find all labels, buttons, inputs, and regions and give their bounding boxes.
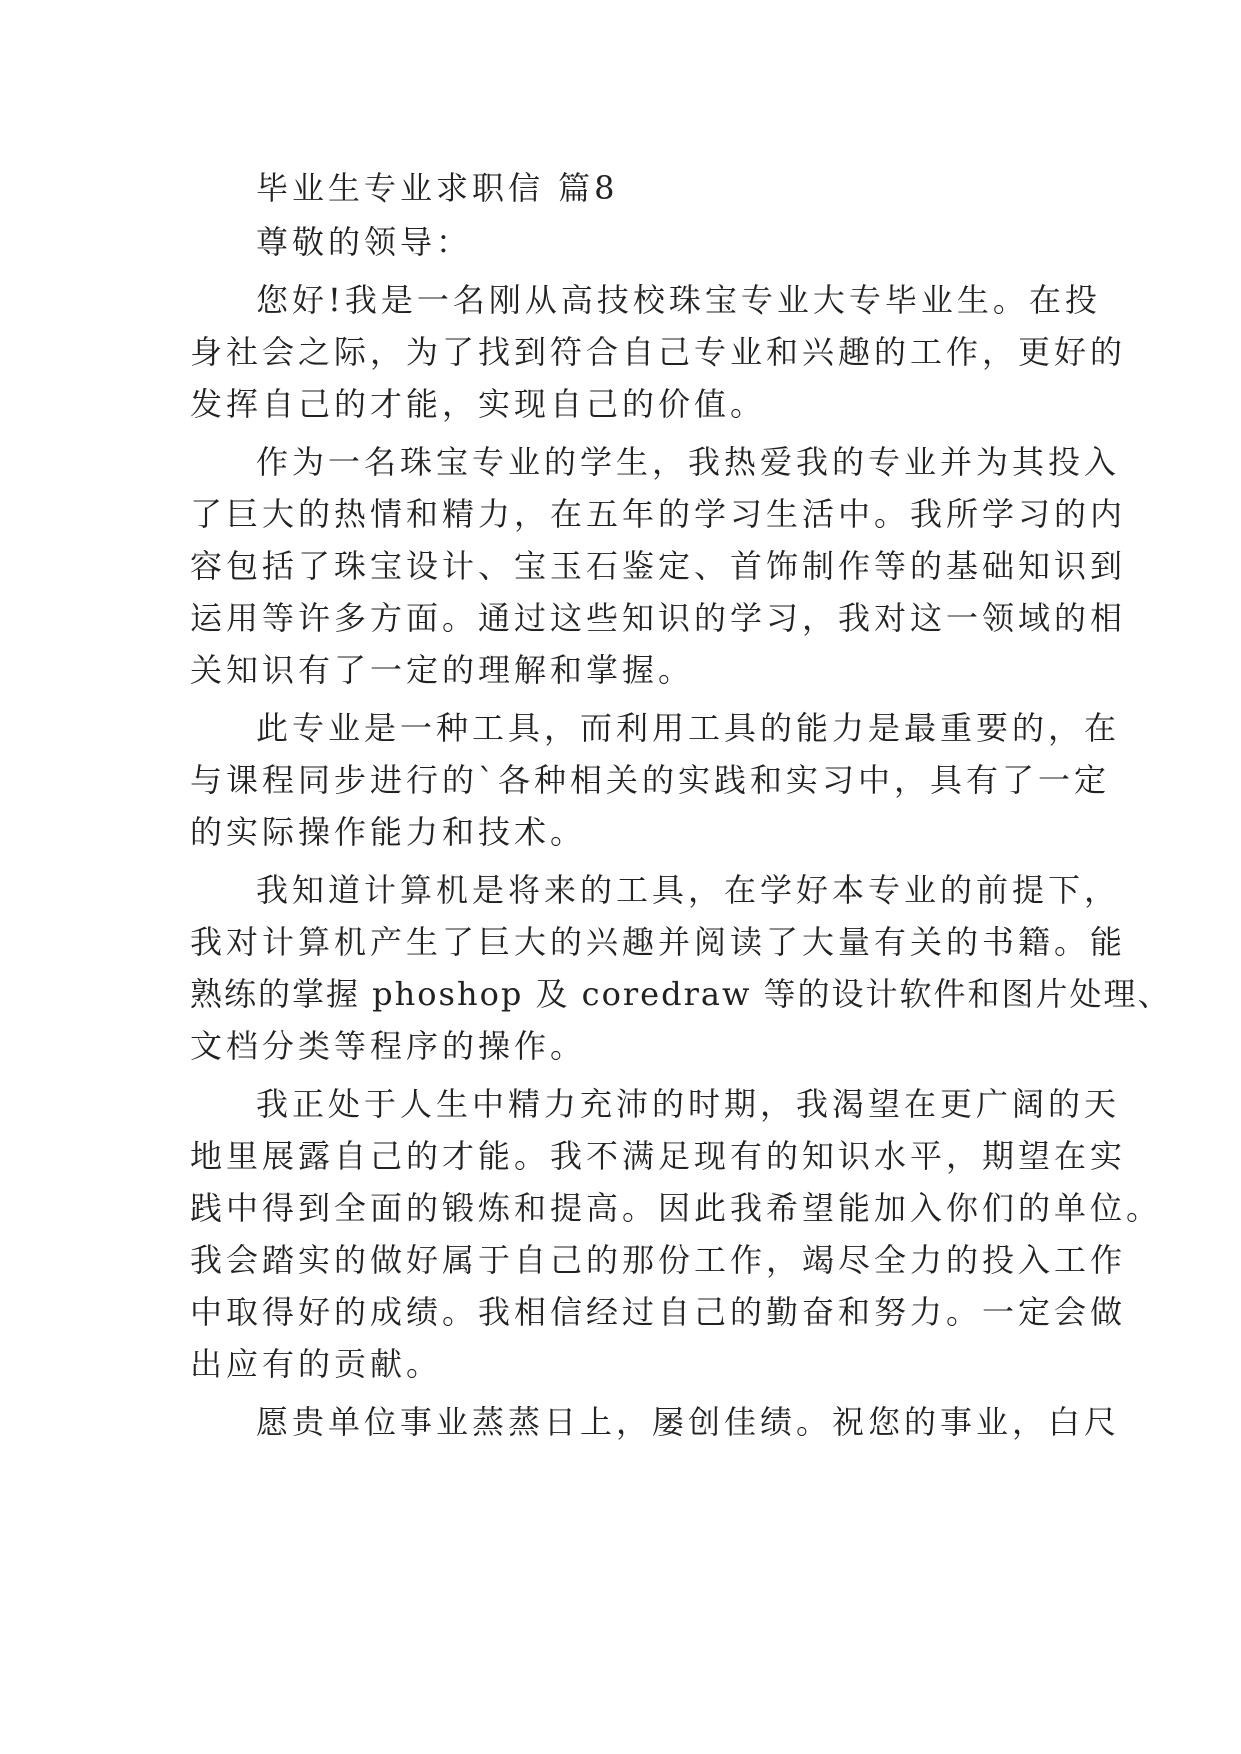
paragraph-line: 我对计算机产生了巨大的兴趣并阅读了大量有关的书籍。能 [190,923,1127,961]
document-title: 毕业生专业求职信 篇8 [256,169,619,207]
paragraph-line: 愿贵单位事业蒸蒸日上，屡创佳绩。祝您的事业，白尺 [256,1403,1121,1441]
paragraph-line: 文档分类等程序的操作。 [190,1027,587,1065]
paragraph-line: 作为一名珠宝专业的学生，我热爱我的专业并为其投入 [256,443,1121,481]
paragraph-line: 熟练的掌握 phoshop 及 coredraw 等的设计软件和图片处理、 [190,975,1172,1013]
paragraph-line: 地里展露自己的才能。我不满足现有的知识水平，期望在实 [190,1137,1127,1175]
paragraph-line: 与课程同步进行的`各种相关的实践和实习中，具有了一定 [190,761,1111,799]
paragraph-line: 中取得好的成绩。我相信经过自己的勤奋和努力。一定会做 [190,1293,1127,1331]
paragraph-line: 关知识有了一定的理解和掌握。 [190,651,695,689]
paragraph-line: 出应有的贡献。 [190,1345,443,1383]
paragraph-line: 我会踏实的做好属于自己的那份工作，竭尽全力的投入工作 [190,1241,1127,1279]
paragraph-line: 您好!我是一名刚从高技校珠宝专业大专毕业生。在投 [256,281,1101,319]
paragraph-line: 发挥自己的才能，实现自己的价值。 [190,385,767,423]
paragraph-line: 此专业是一种工具，而利用工具的能力是最重要的，在 [256,709,1121,747]
paragraph-line: 容包括了珠宝设计、宝玉石鉴定、首饰制作等的基础知识到 [190,547,1127,585]
paragraph-line: 运用等许多方面。通过这些知识的学习，我对这一领域的相 [190,599,1127,637]
paragraph-line: 践中得到全面的锻炼和提高。因此我希望能加入你们的单位。 [190,1189,1163,1227]
paragraph-line: 我知道计算机是将来的工具，在学好本专业的前提下， [256,871,1121,909]
salutation: 尊敬的领导： [256,223,473,261]
paragraph-line: 我正处于人生中精力充沛的时期，我渴望在更广阔的天 [256,1085,1121,1123]
paragraph-line: 身社会之际，为了找到符合自己专业和兴趣的工作，更好的 [190,333,1127,371]
paragraph-line: 的实际操作能力和技术。 [190,813,587,851]
paragraph-line: 了巨大的热情和精力，在五年的学习生活中。我所学习的内 [190,495,1127,533]
